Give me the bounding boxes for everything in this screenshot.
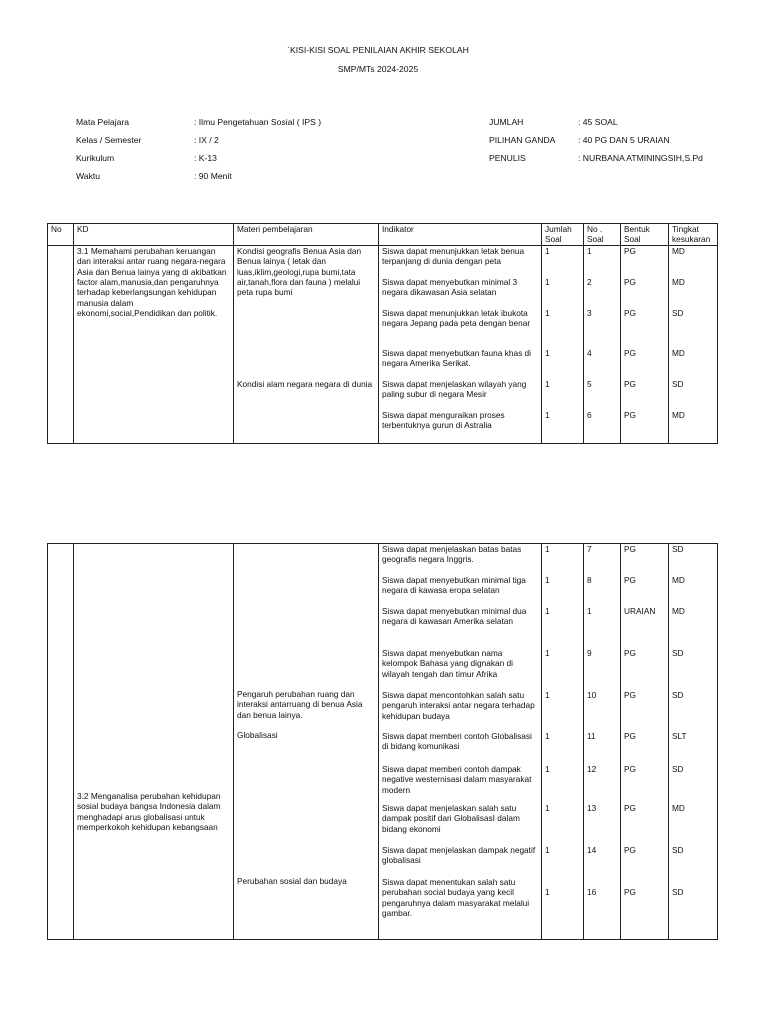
- cell-bentuk-group: [621, 246, 669, 444]
- indikator-text: Siswa dapat menyebutkan minimal dua negara di kawasan Amerika selatan: [382, 606, 527, 627]
- bentuk-value: URAIAN: [624, 606, 656, 616]
- meta-value-curriculum: : K-13: [194, 153, 217, 163]
- jumlah-value: 1: [545, 845, 550, 855]
- indikator-text: Siswa dapat menjelaskan wilayah yang paling subur di negara Mesir: [382, 379, 527, 400]
- tingkat-value: SD: [672, 544, 684, 554]
- jumlah-value: 1: [545, 764, 550, 774]
- materi-text: Perubahan sosial dan budaya: [237, 876, 347, 886]
- jumlah-value: 1: [545, 410, 550, 420]
- cell-indikator-group: [379, 246, 542, 444]
- nomor-value: 2: [587, 277, 592, 287]
- tingkat-value: SD: [672, 379, 684, 389]
- materi-text: Kondisi geografis Benua Asia dan Benua lainya ( letak dan luas,iklim,geologi,rupa bumi,tata air,tanah,flora dan fauna ) melalui peta rupa bumi: [237, 246, 362, 298]
- indikator-text: Siswa dapat menyebutkan fauna khas di negara Amerika Serikat.: [382, 348, 531, 369]
- cell-kd: 3.1 Memahami perubahan keruangan dan interaksi antar ruang negara-negara Asia dan Benua lainya yang di akibatkan factor alam,manusia,dan pengaruhnya terhadap keberlangsungan kehidupan manusia dalam ekonomi,social,Pendidikan dan politik.: [74, 246, 234, 444]
- nomor-value: 7: [587, 544, 592, 554]
- nomor-value: 9: [587, 648, 592, 658]
- bentuk-value: PG: [624, 690, 636, 700]
- cell-tingkat-group: [669, 246, 718, 444]
- tingkat-value: MD: [672, 575, 685, 585]
- nomor-value: 12: [587, 764, 597, 774]
- nomor-value: 5: [587, 379, 592, 389]
- tingkat-value: MD: [672, 606, 685, 616]
- meta-label-class: Kelas / Semester: [76, 135, 142, 145]
- table-header-row: [48, 224, 718, 246]
- cell-jumlah-group: [542, 246, 584, 444]
- document-title: `KISI-KISI SOAL PENILAIAN AKHIR SEKOLAH: [287, 45, 469, 55]
- kd-text: 3.2 Menganalisa perubahan kehidupan sosial budaya bangsa Indonesia dalam menghadapi arus globalisasi untuk memperkokoh kehidupan kebangsaan: [77, 791, 221, 833]
- tingkat-value: MD: [672, 348, 685, 358]
- indikator-text: Siswa dapat menjelaskan batas batas geografis negara Inggris.: [382, 544, 522, 565]
- bentuk-value: PG: [624, 648, 636, 658]
- jumlah-value: 1: [545, 648, 550, 658]
- nomor-value: 3: [587, 308, 592, 318]
- meta-value-time: : 90 Menit: [194, 171, 232, 181]
- bentuk-value: PG: [624, 348, 636, 358]
- header-jumlah: Jumlah Soal: [542, 224, 584, 246]
- tingkat-value: SD: [672, 845, 684, 855]
- indikator-text: Siswa dapat menunjukkan letak ibukota negara Jepang pada peta dengan benar: [382, 308, 531, 329]
- cell-materi: [234, 544, 379, 940]
- kd-spacer: [74, 544, 233, 791]
- meta-label-author: PENULIS: [489, 153, 526, 163]
- cell-jumlah-group: [542, 544, 584, 940]
- meta-value-subject: : Ilmu Pengetahuan Sosial ( IPS ): [194, 117, 322, 127]
- nomor-value: 1: [587, 606, 592, 616]
- indikator-text: Siswa dapat menyebutkan minimal 3 negara dikawasan Asia selatan: [382, 277, 518, 298]
- header-materi: Materi pembelajaran: [234, 224, 379, 246]
- jumlah-value: 1: [545, 803, 550, 813]
- cell-tingkat-group: [669, 544, 718, 940]
- nomor-value: 6: [587, 410, 592, 420]
- bentuk-value: PG: [624, 308, 636, 318]
- tingkat-value: MD: [672, 277, 685, 287]
- grid-table-page-1: [47, 223, 718, 444]
- bentuk-value: PG: [624, 731, 636, 741]
- nomor-value: 10: [587, 690, 597, 700]
- indikator-text: Siswa dapat mencontohkan salah satu pengaruh interaksi antar negara terhadap kehidupan budaya: [382, 690, 535, 721]
- nomor-value: 8: [587, 575, 592, 585]
- jumlah-value: 1: [545, 348, 550, 358]
- tingkat-value: SD: [672, 690, 684, 700]
- cell-no: [48, 246, 74, 444]
- tingkat-value: MD: [672, 246, 685, 256]
- tingkat-value: MD: [672, 410, 685, 420]
- indikator-text: Siswa dapat menyebutkan nama kelompok Bahasa yang dignakan di wilayah tengah dan timur Afrika: [382, 648, 513, 679]
- jumlah-value: 1: [545, 277, 550, 287]
- bentuk-value: PG: [624, 845, 636, 855]
- bentuk-value: PG: [624, 764, 636, 774]
- bentuk-value: PG: [624, 410, 636, 420]
- meta-value-author: : NURBANA ATMININGSIH,S.Pd: [578, 153, 703, 163]
- tingkat-value: SD: [672, 764, 684, 774]
- cell-indikator-group: [379, 544, 542, 940]
- indikator-text: Siswa dapat menyebutkan minimal tiga negara di kawasa eropa selatan: [382, 575, 526, 596]
- tingkat-value: SD: [672, 887, 684, 897]
- meta-value-total: : 45 SOAL: [578, 117, 618, 127]
- header-tingkat: Tingkat kesukaran: [669, 224, 718, 246]
- materi-spacer: [234, 544, 378, 689]
- indikator-text: Siswa dapat menentukan salah satu perubahan social budaya yang kecil pengaruhnya dalam masyarakat melalui gambar.: [382, 877, 530, 919]
- meta-label-total: JUMLAH: [489, 117, 524, 127]
- materi-text: Pengaruh perubahan ruang dan interaksi antarruang di benua Asia dan benua lainya.: [237, 689, 363, 720]
- bentuk-value: PG: [624, 277, 636, 287]
- bentuk-value: PG: [624, 379, 636, 389]
- jumlah-value: 1: [545, 606, 550, 616]
- materi-text: Globalisasi: [237, 730, 278, 740]
- meta-label-curriculum: Kurikulum: [76, 153, 115, 163]
- cell-kd: [74, 544, 234, 940]
- nomor-value: 16: [587, 887, 597, 897]
- header-kd: KD: [74, 224, 234, 246]
- bentuk-value: PG: [624, 246, 636, 256]
- grid-table-page-2: [47, 543, 718, 940]
- meta-label-multiple-choice: PILIHAN GANDA: [489, 135, 556, 145]
- indikator-text: Siswa dapat menguraikan proses terbentuknya gurun di Astralia: [382, 410, 505, 431]
- table-row: [48, 544, 718, 940]
- cell-no: [48, 544, 74, 940]
- bentuk-value: PG: [624, 803, 636, 813]
- cell-nomor-group: [584, 544, 621, 940]
- bentuk-value: PG: [624, 887, 636, 897]
- jumlah-value: 1: [545, 887, 550, 897]
- jumlah-value: 1: [545, 246, 550, 256]
- tingkat-value: SLT: [672, 731, 687, 741]
- bentuk-value: PG: [624, 544, 636, 554]
- jumlah-value: 1: [545, 731, 550, 741]
- tingkat-value: SD: [672, 648, 684, 658]
- cell-bentuk-group: [621, 544, 669, 940]
- jumlah-value: 1: [545, 544, 550, 554]
- indikator-text: Siswa dapat menjelaskan salah satu dampak positif dari GlobalisasI dalam bidang ekonomi: [382, 803, 520, 834]
- header-indikator: Indikator: [379, 224, 542, 246]
- indikator-text: Siswa dapat menjelaskan dampak negatif globalisasi: [382, 845, 536, 866]
- header-no: No: [48, 224, 74, 246]
- header-bentuk: Bentuk Soal: [621, 224, 669, 246]
- cell-materi: [234, 246, 379, 444]
- jumlah-value: 1: [545, 379, 550, 389]
- cell-nomor-group: [584, 246, 621, 444]
- nomor-value: 4: [587, 348, 592, 358]
- document-subtitle: SMP/MTs 2024-2025: [337, 64, 419, 74]
- table-row: [48, 246, 718, 444]
- nomor-value: 11: [587, 731, 596, 741]
- indikator-text: Siswa dapat memberi contoh dampak negative westernisasi dalam masyarakat modern: [382, 764, 532, 795]
- tingkat-value: MD: [672, 803, 685, 813]
- meta-value-multiple-choice: : 40 PG DAN 5 URAIAN: [578, 135, 670, 145]
- jumlah-value: 1: [545, 575, 550, 585]
- meta-value-class: : IX / 2: [194, 135, 219, 145]
- nomor-value: 1: [587, 246, 592, 256]
- indikator-text: Siswa dapat menunjukkan letak benua terpanjang di dunia dengan peta: [382, 246, 525, 267]
- jumlah-value: 1: [545, 690, 550, 700]
- bentuk-value: PG: [624, 575, 636, 585]
- nomor-value: 14: [587, 845, 597, 855]
- meta-label-subject: Mata Pelajara: [76, 117, 130, 127]
- indikator-text: Siswa dapat memberi contoh Globalisasi di bidang komunikasi: [382, 731, 532, 752]
- materi-text: Kondisi alam negara negara di dunia: [237, 379, 373, 389]
- tingkat-value: SD: [672, 308, 684, 318]
- meta-label-time: Waktu: [76, 171, 101, 181]
- nomor-value: 13: [587, 803, 597, 813]
- header-nomor: No . Soal: [584, 224, 621, 246]
- jumlah-value: 1: [545, 308, 550, 318]
